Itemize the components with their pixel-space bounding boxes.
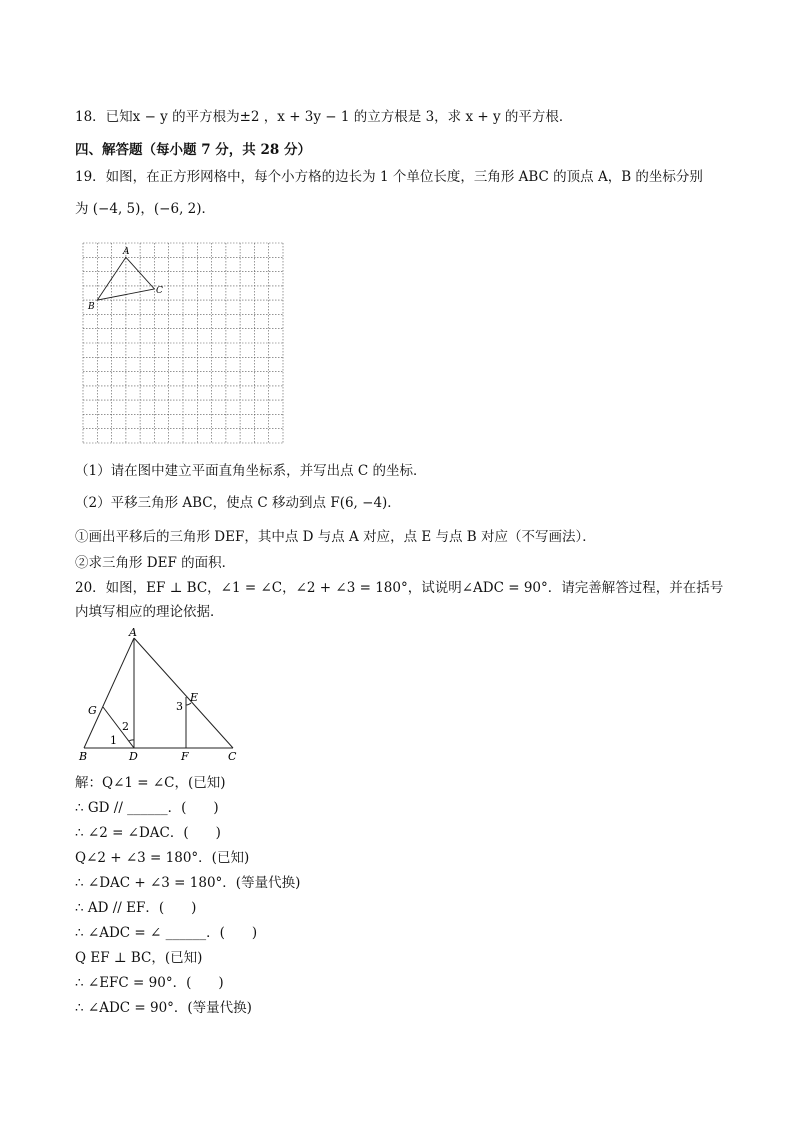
question-20-line-1: 20．如图，EF ⊥ BC，∠1 = ∠C，∠2 + ∠3 = 180°，试说明∠ADC = 90°．请完善解答过程，并在括号 <box>75 580 724 596</box>
solution-line: ∴ ∠2 = ∠DAC．( ) <box>75 825 221 841</box>
solution-line: Q EF ⊥ BC，(已知) <box>75 950 203 966</box>
angle-mark-2 <box>129 740 134 741</box>
grid-lines <box>83 243 283 443</box>
label-c: C <box>156 286 163 296</box>
label-b: B <box>88 302 95 312</box>
label-e: E <box>190 691 199 704</box>
question-20-line-2: 内填写相应的理论依据． <box>75 604 224 620</box>
question-19-line-2: 为 (−4, 5)，(−6, 2)． <box>75 201 216 217</box>
question-19-sub-2: ②求三角形 DEF 的面积． <box>75 555 236 571</box>
solution-line: Q∠2 + ∠3 = 180°．(已知) <box>75 850 250 866</box>
question-19-line-1: 19．如图，在正方形网格中，每个小方格的边长为 1 个单位长度，三角形 ABC 的顶点 A，B 的坐标分别 <box>75 169 703 185</box>
label-f: F <box>181 750 189 763</box>
solution-line: ∴ GD // ______．( ) <box>75 800 219 816</box>
triangle-figure <box>76 626 252 766</box>
section-heading: 四、解答题（每小题 7 分，共 28 分） <box>75 142 311 158</box>
question-19-sub-1: ①画出平移后的三角形 DEF，其中点 D 与点 A 对应，点 E 与点 B 对应（不写画法）． <box>75 529 596 545</box>
solution-line: 解：Q∠1 = ∠C，(已知) <box>75 775 226 791</box>
label-2: 2 <box>122 720 129 733</box>
question-19-part-2: （2）平移三角形 ABC，使点 C 移动到点 F(6, −4)． <box>75 495 401 511</box>
triangle-abc <box>97 257 154 300</box>
segment-gd <box>103 707 134 748</box>
question-19-part-1: （1）请在图中建立平面直角坐标系，并写出点 C 的坐标． <box>75 463 427 479</box>
solution-line: ∴ ∠EFC = 90°．( ) <box>75 975 224 991</box>
label-1: 1 <box>110 734 117 747</box>
solution-line: ∴ ∠ADC = 90°．(等量代换) <box>75 1000 252 1016</box>
label-d: D <box>129 750 138 763</box>
label-a: A <box>123 247 130 257</box>
solution-line: ∴ AD // EF．( ) <box>75 900 197 916</box>
label-g: G <box>88 704 97 717</box>
label-a: A <box>129 626 137 639</box>
label-3: 3 <box>176 700 183 713</box>
solution-line: ∴ ∠DAC + ∠3 = 180°．(等量代换) <box>75 875 301 891</box>
grid-figure <box>80 240 290 450</box>
solution-line: ∴ ∠ADC = ∠ ______．( ) <box>75 925 258 941</box>
label-c: C <box>228 750 237 763</box>
label-b: B <box>79 750 88 763</box>
side-ac <box>134 638 233 748</box>
question-18-text: 18．已知x − y 的平方根为±2 ，x + 3y − 1 的立方根是 3，求 x + y 的平方根． <box>75 109 573 125</box>
